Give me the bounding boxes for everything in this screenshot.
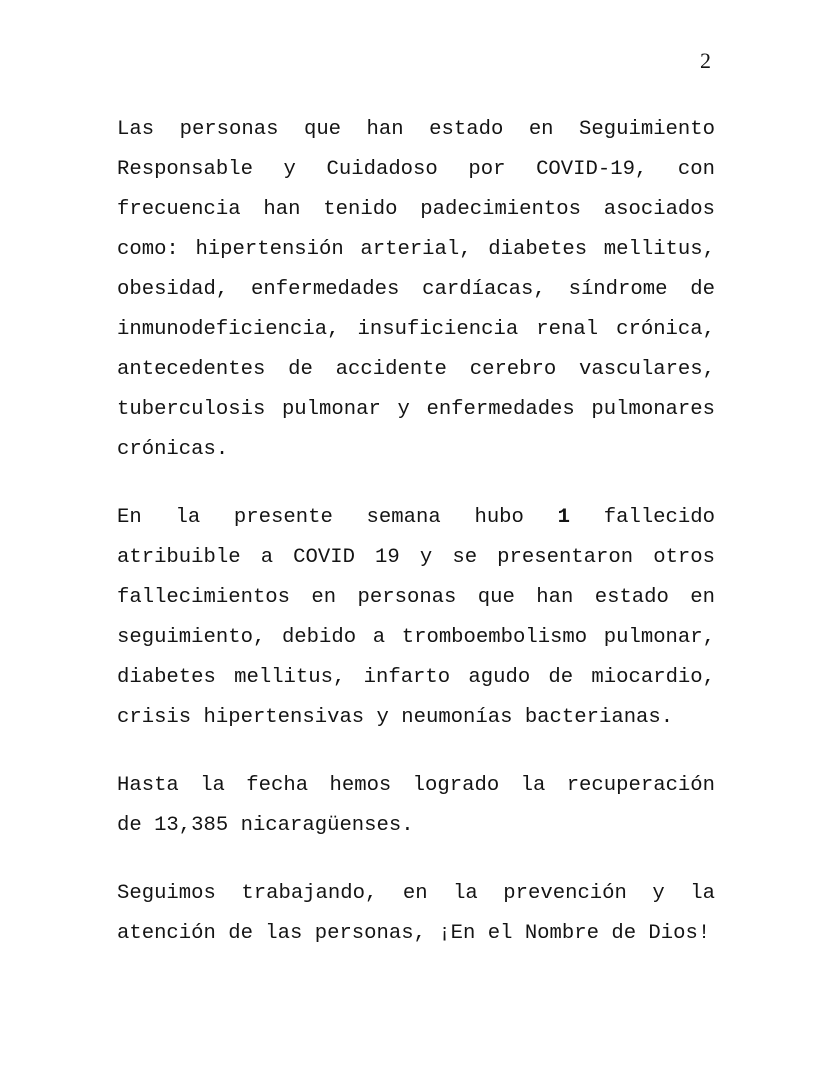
paragraph-seguimiento-padecimientos: [117, 110, 715, 470]
paragraph-text: Las personas que han estado en Seguimiento Responsable y Cuidadoso por COVID-19, con frecuencia han tenido padecimientos asociados como: hipertensión arterial, diabetes mellitus, obesidad, enfermedades cardíacas, síndrome de inmunodeficiencia, insuficiencia renal crónica, antecedentes de accidente cerebro vasculares, tuberculosis pulmonar y enfermedades pulmonares crónicas.: [117, 118, 715, 461]
paragraph-fallecidos-semana: [117, 498, 715, 738]
page-header: [0, 0, 825, 74]
paragraph-text: Hasta la fecha hemos logrado la recuperación de 13,385 nicaragüenses.: [117, 774, 715, 837]
paragraph-recuperados: [117, 766, 715, 846]
paragraph-cierre: [117, 874, 715, 954]
paragraph-text-post: fallecido atribuible a COVID 19 y se presentaron otros fallecimientos en personas que han estado en seguimiento, debido a tromboembolismo pulmonar, diabetes mellitus, infarto agudo de miocardio, crisis hipertensivas y neumonías bacterianas.: [117, 506, 715, 729]
document-body: [117, 110, 715, 954]
deaths-count-bold: 1: [557, 506, 570, 529]
page-number: 2: [700, 48, 711, 73]
paragraph-text-pre: En la presente semana hubo: [117, 506, 558, 529]
paragraph-text: Seguimos trabajando, en la prevención y la atención de las personas, ¡En el Nombre de Dios!: [117, 882, 715, 945]
